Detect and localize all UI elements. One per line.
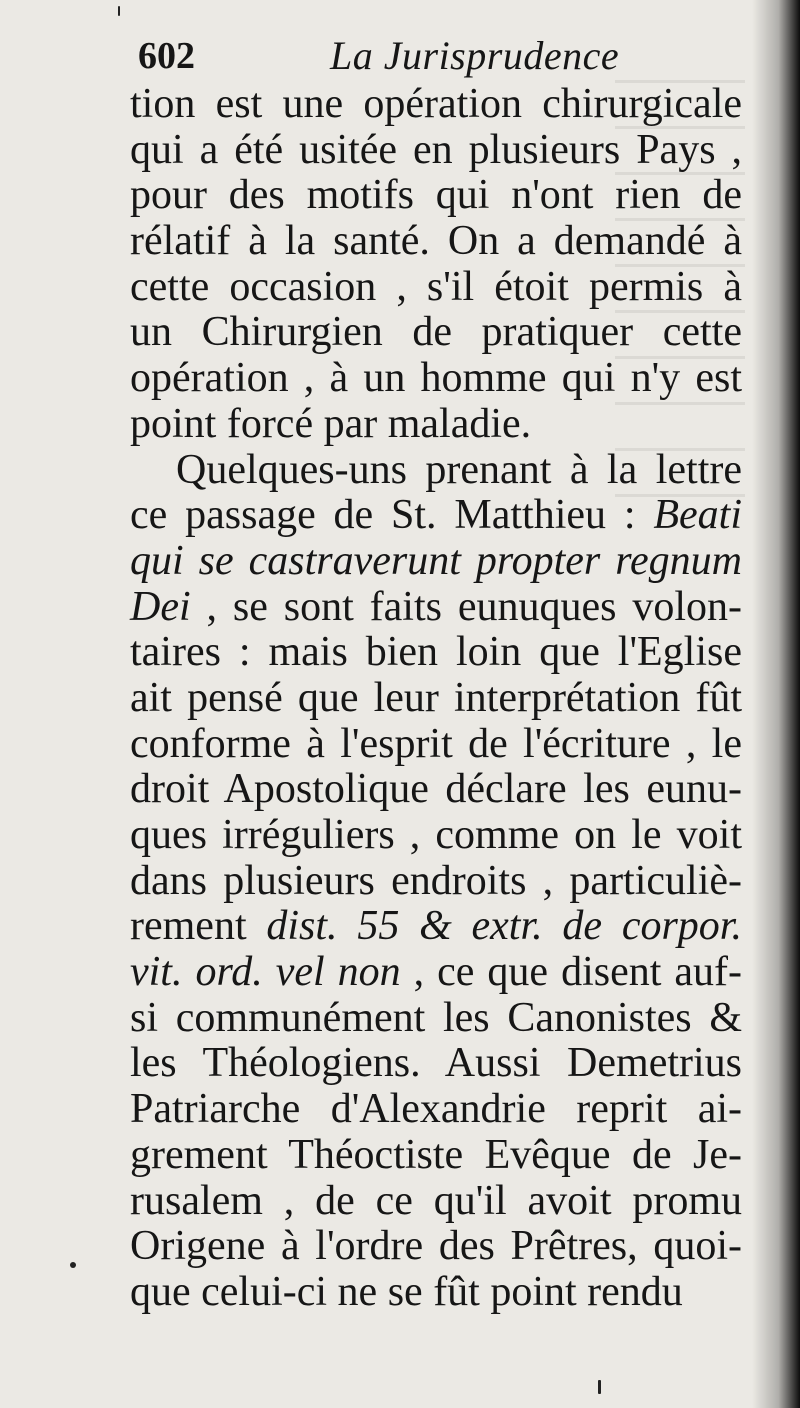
text-line [130, 950, 742, 996]
text-line [130, 1224, 742, 1270]
text-line [130, 310, 742, 356]
text-line [130, 630, 742, 676]
page-gutter-shadow [752, 0, 800, 1408]
text-line [130, 767, 742, 813]
text-segment: un Chirurgien de pratiquer cette [130, 309, 742, 356]
text-segment: grement Théoctiste Evêque de Je- [130, 1131, 742, 1178]
text-segment: rement [130, 903, 267, 950]
ink-speck [70, 1262, 76, 1268]
text-segment: Quelques-uns prenant à la lettre [176, 446, 742, 493]
text-segment: taires : mais bien loin que l'Eglise [130, 629, 742, 676]
text-line [130, 1087, 742, 1133]
italic-segment: Dei [130, 583, 191, 630]
text-line [130, 904, 742, 950]
text-line [130, 356, 742, 402]
italic-segment: Beati [653, 492, 742, 539]
text-segment: droit Apostolique déclare les eunu- [130, 766, 742, 813]
ink-mark [118, 6, 120, 16]
text-segment: opération , à un homme qui n'y est [130, 355, 742, 402]
text-segment: Patriarche d'Alexandrie reprit ai- [130, 1086, 742, 1133]
text-segment: rusalem , de ce qu'il avoit promu [130, 1177, 742, 1224]
text-segment: Origene à l'ordre des Prêtres, quoi- [130, 1223, 742, 1270]
ink-mark [598, 1380, 601, 1394]
text-line [130, 402, 742, 448]
text-line [130, 813, 742, 859]
text-segment: ques irréguliers , comme on le voit [130, 812, 742, 858]
italic-segment: qui se castraverunt propter regnum [130, 537, 742, 584]
text-line [130, 539, 742, 585]
text-segment: ce passage de St. Matthieu : [130, 492, 654, 539]
text-line [130, 82, 742, 128]
italic-segment: vit. ord. vel non [130, 949, 401, 996]
text-line [130, 1270, 742, 1316]
text-segment: pour des motifs qui n'ont rien de [130, 172, 742, 219]
text-segment: que celui-ci ne se fût point rendu [130, 1268, 683, 1315]
text-line [130, 1041, 742, 1087]
text-segment: tion est une opération chirurgicale [130, 81, 742, 127]
italic-segment: dist. 55 & extr. de corpor. [266, 903, 743, 950]
text-segment: cette occasion , s'il étoit permis à [130, 263, 742, 310]
text-line [130, 722, 742, 768]
text-line [130, 128, 742, 174]
text-segment: rélatif à la santé. On a demandé à [130, 218, 742, 265]
body-text [130, 82, 742, 1316]
text-line [130, 173, 742, 219]
text-segment: conforme à l'esprit de l'écriture , le [130, 720, 742, 767]
page-number: 602 [138, 35, 195, 77]
text-line [130, 585, 742, 631]
text-line [130, 265, 742, 311]
text-line [130, 1133, 742, 1179]
text-line [130, 859, 742, 905]
text-line [130, 219, 742, 265]
text-line [130, 996, 742, 1042]
text-segment: qui a été usitée en plusieurs Pays , [130, 126, 742, 173]
text-segment: point forcé par maladie. [130, 400, 532, 447]
running-title: La Jurisprudence [330, 33, 620, 78]
text-segment: , ce que disent auf- [400, 949, 742, 996]
text-line [130, 1179, 742, 1225]
text-segment: ait pensé que leur interprétation fût [130, 674, 742, 721]
page-header [130, 28, 740, 80]
text-line [130, 676, 742, 722]
text-line [130, 493, 742, 539]
text-segment: , se sont faits eunuques volon- [190, 583, 742, 630]
text-segment: dans plusieurs endroits , particuliè- [130, 857, 742, 904]
text-segment: si communément les Canonistes & [130, 994, 742, 1041]
text-line [130, 448, 742, 494]
text-segment: les Théologiens. Aussi Demetrius [130, 1040, 742, 1087]
